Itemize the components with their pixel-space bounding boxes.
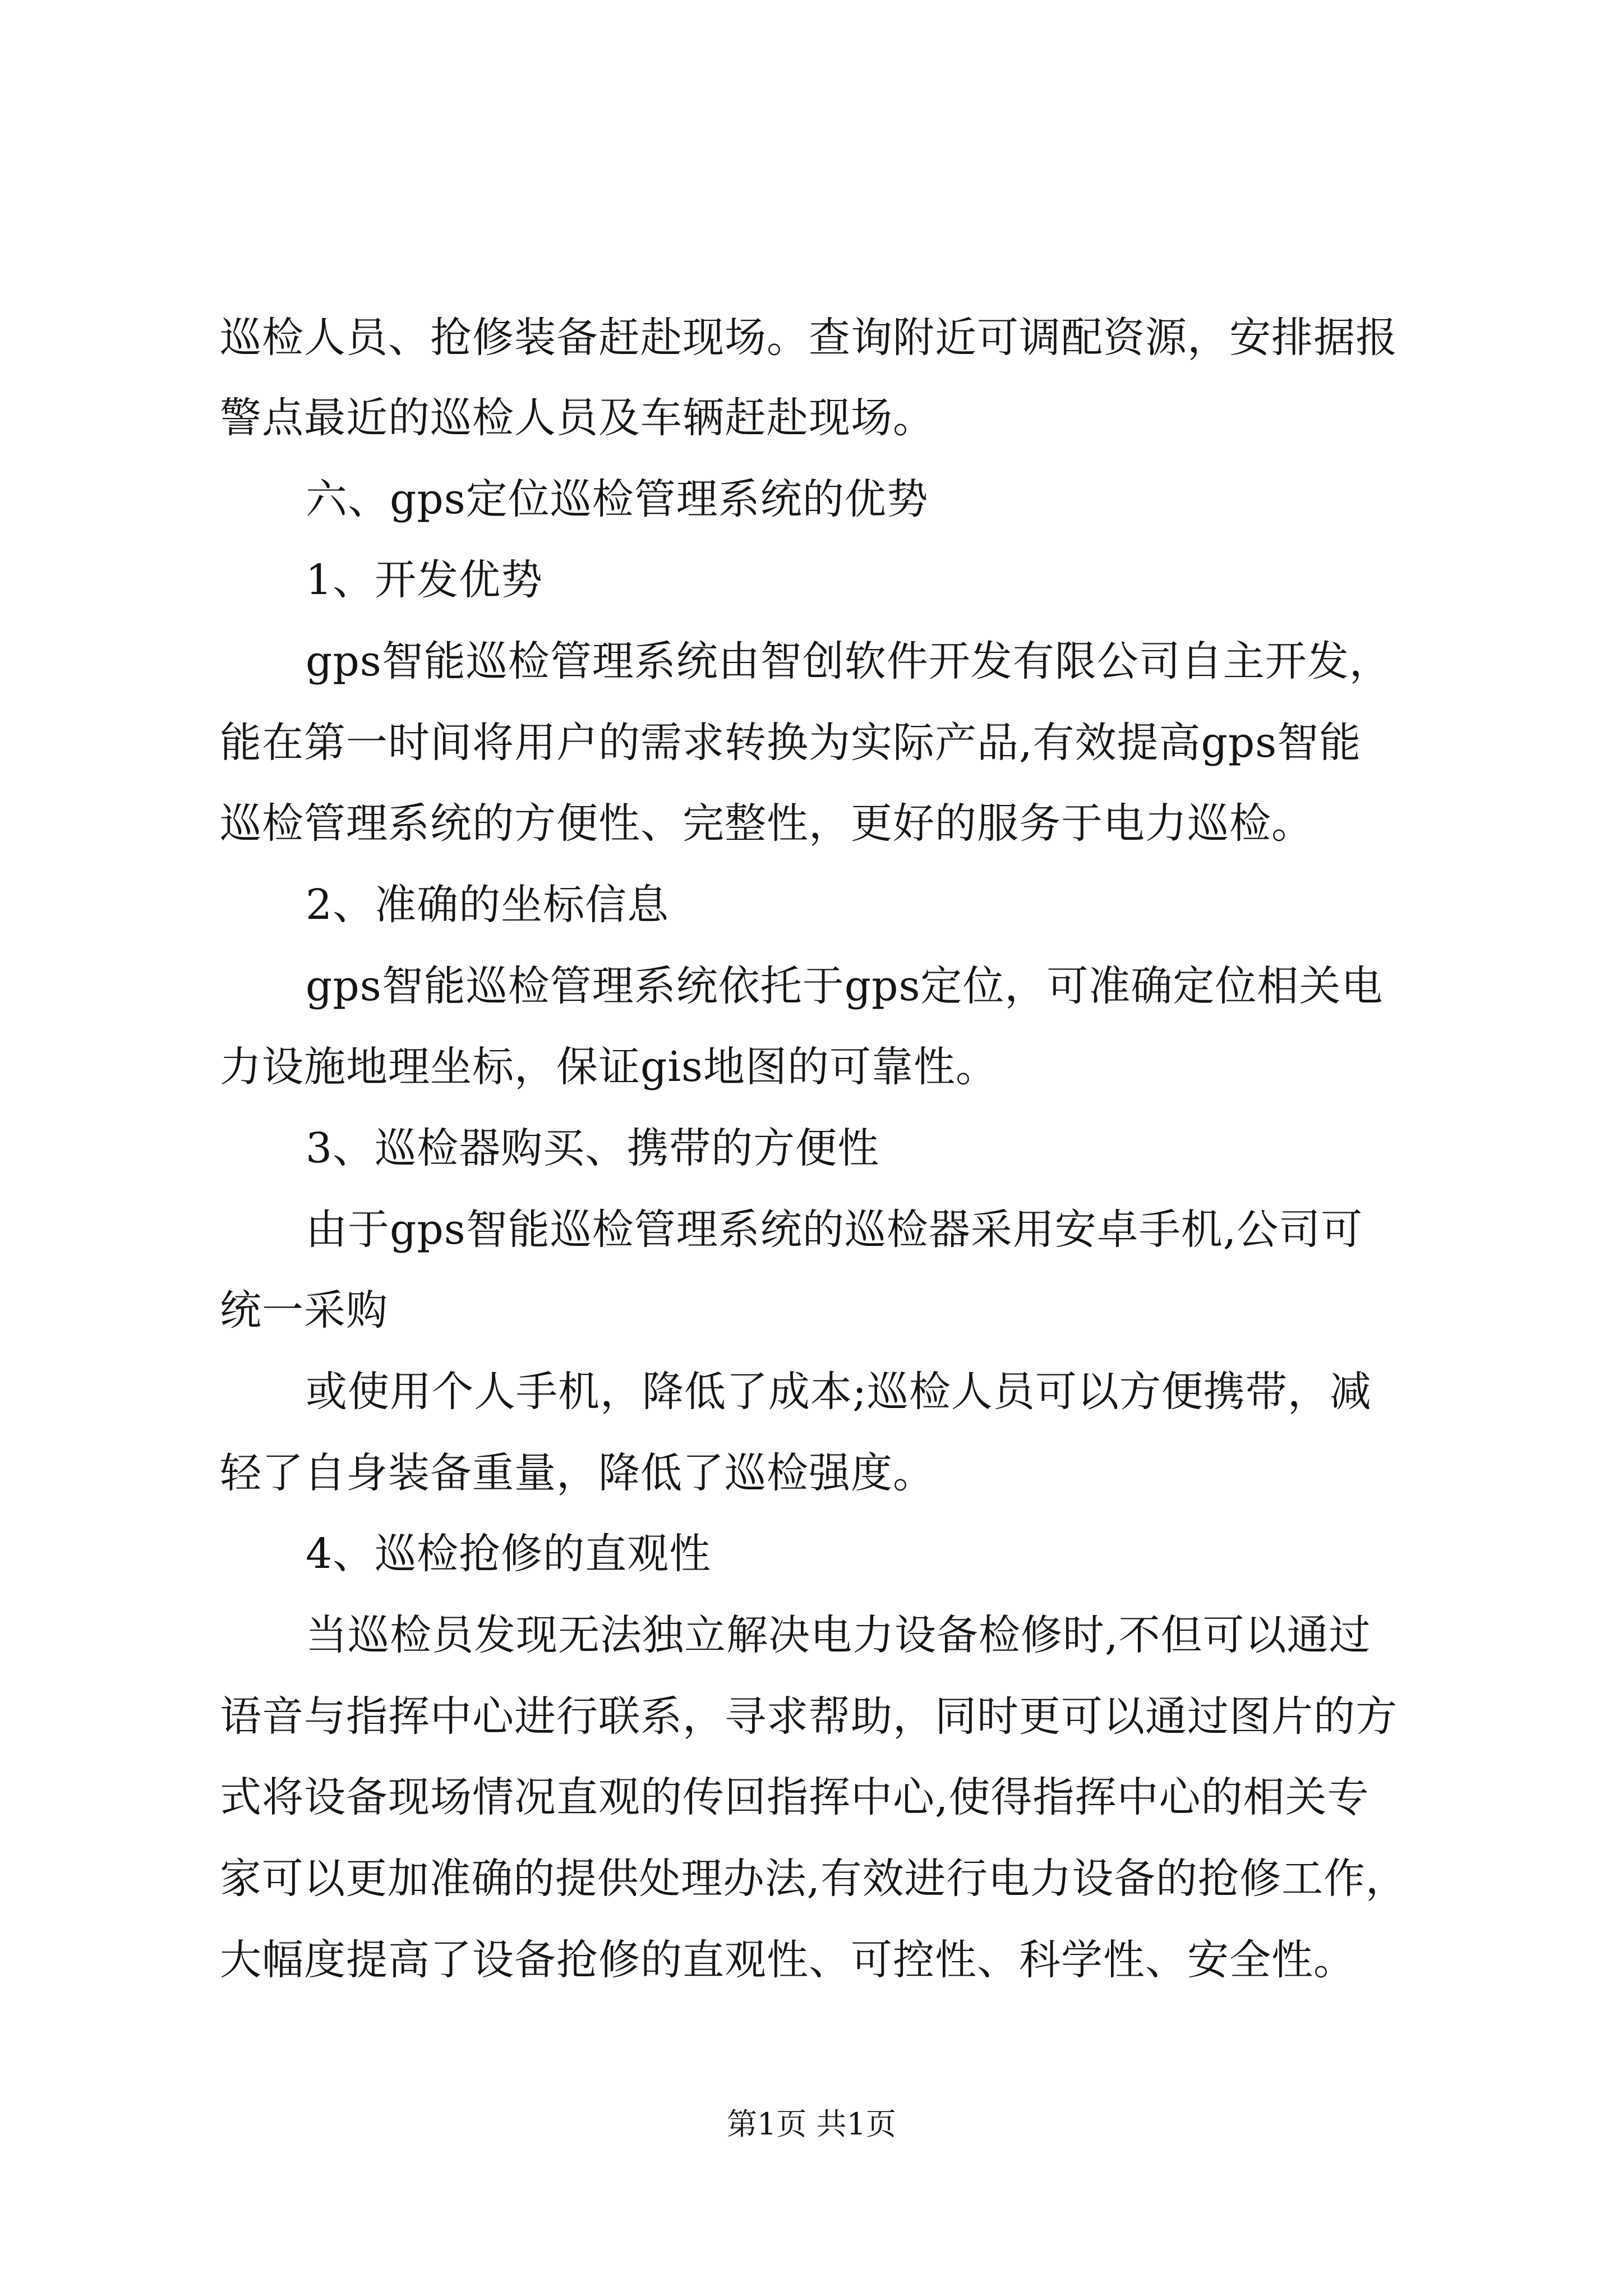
body-text-line: 能在第一时间将用户的需求转换为实际产品,有效提高gps智能	[220, 719, 1362, 767]
body-text-line: 式将设备现场情况直观的传回指挥中心,使得指挥中心的相关专	[220, 1773, 1370, 1821]
body-text-line: 巡检人员、抢修装备赶赴现场。查询附近可调配资源，安排据报	[220, 314, 1398, 362]
body-text-line: 由于gps智能巡检管理系统的巡检器采用安卓手机,公司可	[306, 1205, 1363, 1254]
subsection-heading: 4、巡检抢修的直观性	[306, 1530, 712, 1578]
subsection-heading: 3、巡检器购买、携带的方便性	[306, 1124, 880, 1172]
body-text-line: 轻了自身装备重量，降低了巡检强度。	[220, 1449, 935, 1497]
body-text-line: 大幅度提高了设备抢修的直观性、可控性、科学性、安全性。	[220, 1936, 1355, 1984]
body-text-line: 或使用个人手机，降低了成本;巡检人员可以方便携带，减	[306, 1368, 1372, 1416]
body-text-line: 力设施地理坐标，保证gis地图的可靠性。	[220, 1043, 998, 1091]
section-heading: 六、gps定位巡检管理系统的优势	[306, 475, 929, 523]
body-text-line: 警点最近的巡检人员及车辆赶赴现场。	[220, 394, 935, 442]
body-text-line: 家可以更加准确的提供处理办法,有效进行电力设备的抢修工作，	[220, 1855, 1408, 1903]
subsection-heading: 1、开发优势	[306, 556, 543, 604]
body-text-line: gps智能巡检管理系统依托于gps定位，可准确定位相关电	[306, 962, 1384, 1010]
body-text-line: 当巡检员发现无法独立解决电力设备检修时,不但可以通过	[306, 1611, 1371, 1659]
body-text-line: 语音与指挥中心进行联系，寻求帮助，同时更可以通过图片的方	[220, 1692, 1398, 1741]
page-number-footer: 第1页 共1页	[727, 2106, 896, 2142]
subsection-heading: 2、准确的坐标信息	[306, 881, 670, 929]
body-text-line: 统一采购	[220, 1286, 388, 1335]
body-text-line: 巡检管理系统的方便性、完整性，更好的服务于电力巡检。	[220, 799, 1313, 848]
body-text-line: gps智能巡检管理系统由智创软件开发有限公司自主开发，	[306, 637, 1391, 685]
